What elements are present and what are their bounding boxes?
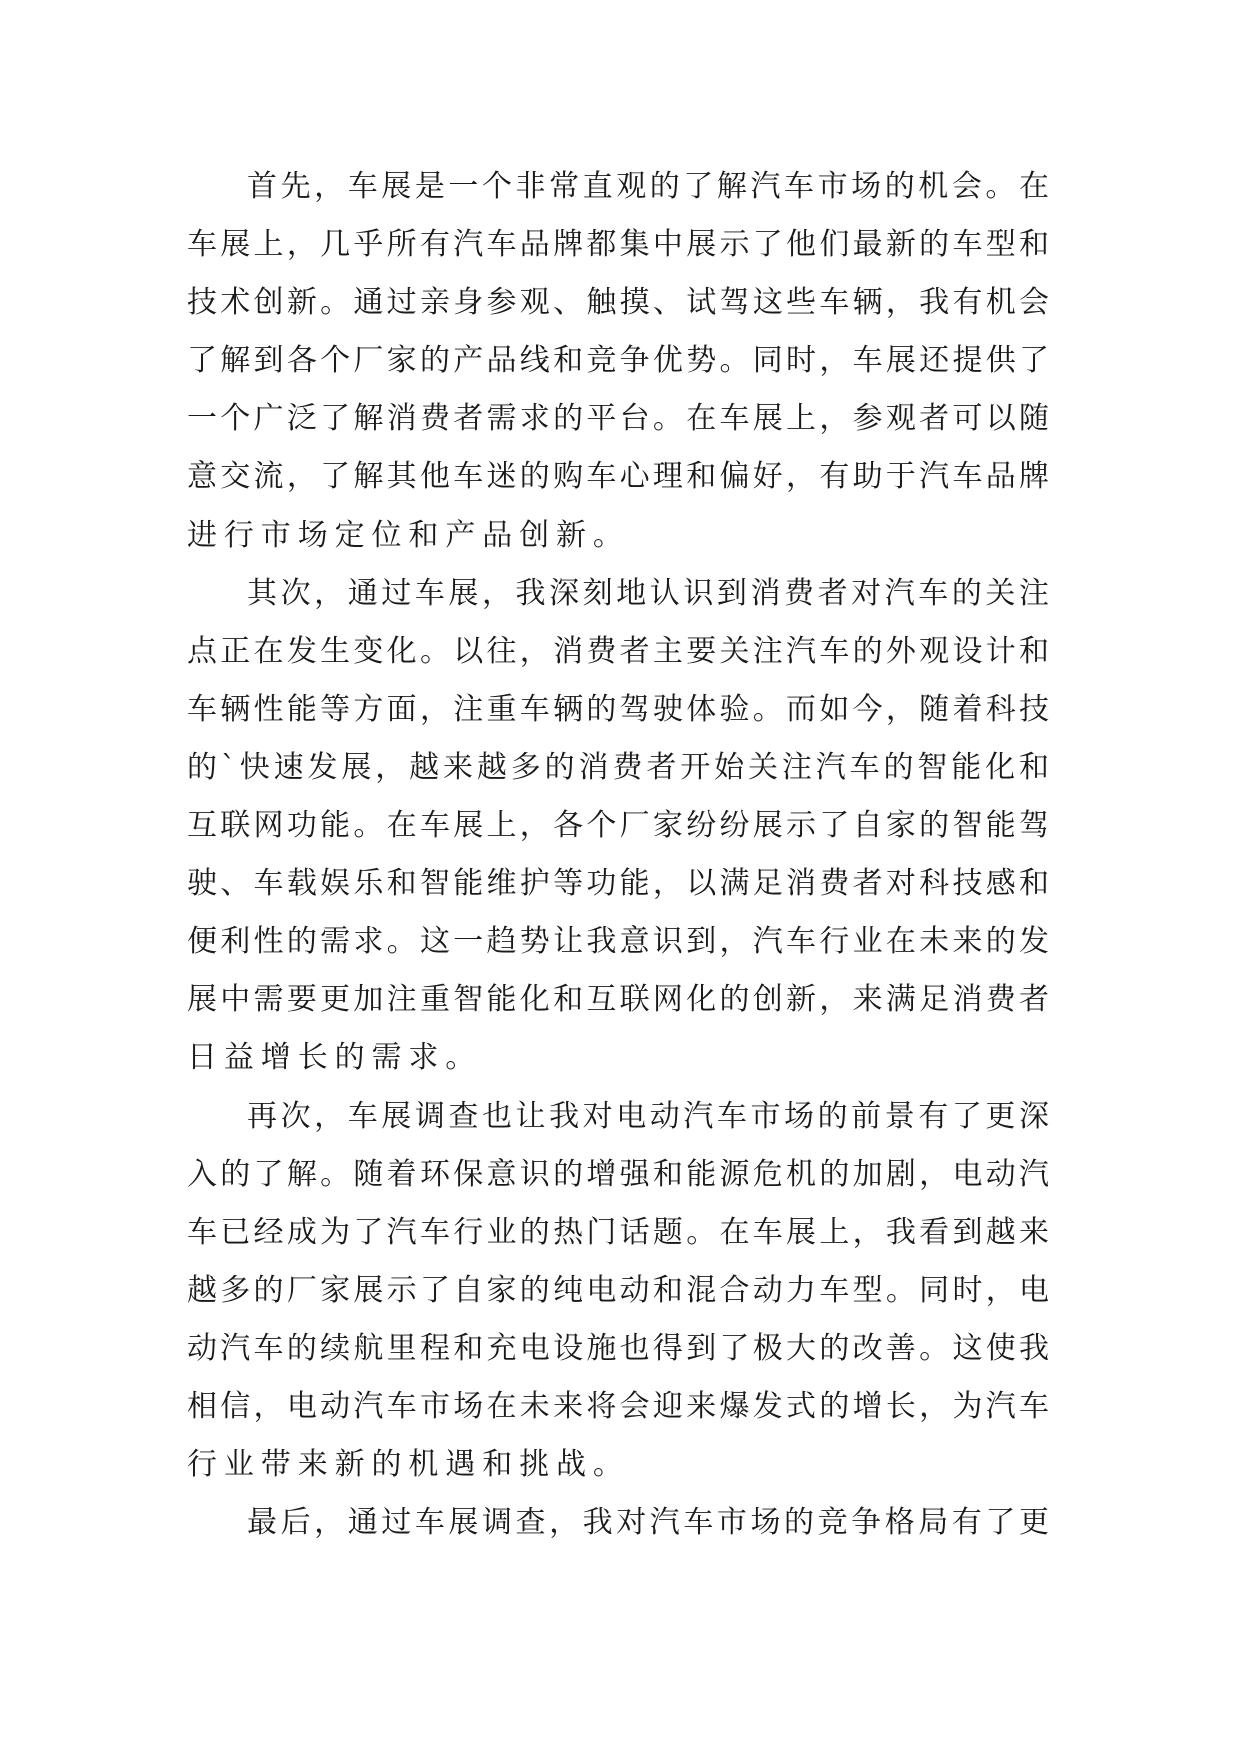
paragraph-line: 车展上，几乎所有汽车品牌都集中展示了他们最新的车型和 [187,227,1049,263]
paragraph-line: 越多的厂家展示了自家的纯电动和混合动力车型。同时，电 [187,1272,1049,1308]
document-body [187,158,1049,1552]
paragraph-line: 相信，电动汽车市场在未来将会迎来爆发式的增长，为汽车 [187,1388,1049,1424]
paragraph-line: 入的了解。随着环保意识的增强和能源危机的加剧，电动汽 [187,1156,1049,1192]
paragraph-line: 日益增长的需求。 [187,1040,483,1076]
paragraph-line: 最后，通过车展调查，我对汽车市场的竞争格局有了更 [247,1505,1049,1541]
paragraph-line: 其次，通过车展，我深刻地认识到消费者对汽车的关注 [247,575,1049,611]
paragraph-line: 互联网功能。在车展上，各个厂家纷纷展示了自家的智能驾 [187,808,1049,844]
paragraph-line: 行业带来新的机遇和挑战。 [187,1447,630,1483]
paragraph-line: 意交流，了解其他车迷的购车心理和偏好，有助于汽车品牌 [187,459,1049,495]
paragraph-line: 首先，车展是一个非常直观的了解汽车市场的机会。在 [247,169,1049,204]
paragraph-line: 进行市场定位和产品创新。 [187,517,630,553]
paragraph-line: 动汽车的续航里程和充电设施也得到了极大的改善。这使我 [187,1330,1049,1366]
paragraph-line: 车已经成为了汽车行业的热门话题。在车展上，我看到越来 [187,1214,1049,1250]
paragraph-line: 车辆性能等方面，注重车辆的驾驶体验。而如今，随着科技 [187,691,1049,727]
paragraph-line: 驶、车载娱乐和智能维护等功能，以满足消费者对科技感和 [187,866,1049,902]
paragraph-line: 便利性的需求。这一趋势让我意识到，汽车行业在未来的发 [187,924,1049,960]
paragraph-line: 展中需要更加注重智能化和互联网化的创新，来满足消费者 [187,982,1049,1018]
paragraph-line: 了解到各个厂家的产品线和竞争优势。同时，车展还提供了 [187,343,1049,379]
paragraph-line: 技术创新。通过亲身参观、触摸、试驾这些车辆，我有机会 [187,285,1049,321]
paragraph-1 [187,158,1049,565]
paragraph-line: 点正在发生变化。以往，消费者主要关注汽车的外观设计和 [187,633,1049,669]
paragraph-2 [187,565,1049,1088]
paragraph-4 [187,1494,1049,1552]
paragraph-3 [187,1088,1049,1495]
paragraph-line: 再次，车展调查也让我对电动汽车市场的前景有了更深 [247,1098,1049,1134]
paragraph-line: 的`快速发展，越来越多的消费者开始关注汽车的智能化和 [187,749,1049,785]
paragraph-line: 一个广泛了解消费者需求的平台。在车展上，参观者可以随 [187,401,1049,437]
